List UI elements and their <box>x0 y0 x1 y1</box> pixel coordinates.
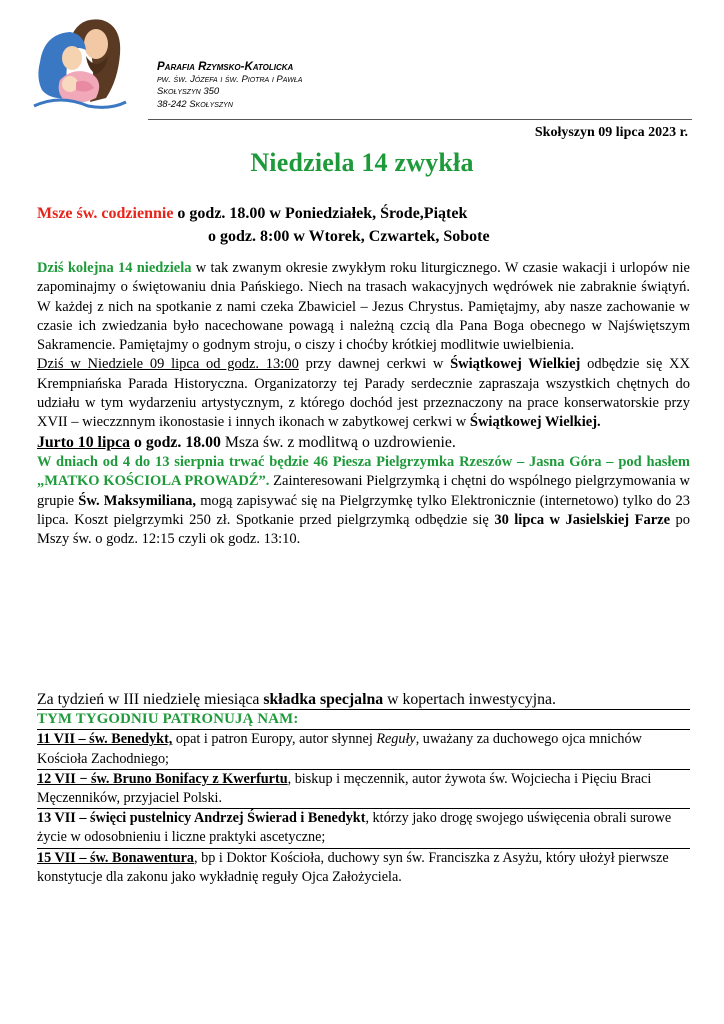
saint-name: 12 VII − św. Bruno Bonifacy z Kwerfurtu <box>37 770 288 787</box>
header-divider <box>148 119 692 120</box>
sunday-lead: Dziś kolejna 14 niedziela <box>37 260 192 276</box>
pilgrimage-text-3: po Mszy św. o godz. 12:15 czyli ok godz. 13:10. <box>37 511 690 548</box>
parade-lead: Dziś w Niedziele 09 lipca od godz. 13:00 <box>37 356 299 373</box>
collection-notice <box>37 690 690 709</box>
parish-address-line2: 38-242 Skołyszyn <box>157 98 233 110</box>
bulletin-date: Skołyszyn 09 lipca 2023 r. <box>534 125 688 140</box>
saint-name: 11 VII – św. Benedykt, <box>37 731 173 748</box>
announcement-pilgrimage <box>37 453 690 549</box>
holy-family-logo <box>30 10 136 114</box>
saint-entry <box>37 809 690 847</box>
pilgrimage-group: Św. Maksymiliana, <box>78 492 197 509</box>
saint-entry <box>37 770 690 808</box>
announcement-parade <box>37 355 690 432</box>
saint-name: 13 VII – święci pustelnicy Andrzej Świerad i Benedykt <box>37 810 366 827</box>
mass-line-2: o godz. 8:00 w Wtorek, Czwartek, Sobote <box>208 228 490 245</box>
parade-place-1: Świątkowej Wielkiej <box>450 356 581 373</box>
mass-line-1 <box>37 202 490 225</box>
saint-entry <box>37 849 690 887</box>
pilgrimage-text-2: mogą zapisywać się na Pielgrzymkę tylko Elektronicznie (internetowo) tylko do 23 lipca. Koszt pielgrzymki 250 zł. Spotkanie przed pielgrzymką odbędzie się <box>37 492 690 528</box>
parade-text-1: przy dawnej cerkwi w <box>298 356 451 373</box>
patrons-heading: TYM TYGODNIU PATRONUJĄ NAM: <box>37 711 299 728</box>
healing-lead: Jurto 10 lipca <box>37 433 131 451</box>
saint-desc: , którzy jako drogę swojego uświęcenia obrali surowe życie w odosobnieniu i liczne praktyki ascetyczne; <box>37 810 672 846</box>
mass-label: Msze św. codziennie <box>37 205 174 222</box>
healing-time: o godz. 18.00 <box>130 433 221 451</box>
parade-text-2: odbędzie się XX Krempniańska Parada Historyczna. Organizatorzy tej Parady serdecznie zapraszaja wszystkich chętnych do udziału w tym wydarzeniu artystycznym, z którego dochód jest przeznaczony na prace konserwatorskie przy XVII – wieczznnym ikonostasie i innych ikonach w zabytkowej cerkwi w <box>37 356 690 431</box>
parish-header <box>157 60 302 111</box>
saint-entry <box>37 730 690 768</box>
saint-desc-italic: Reguły <box>376 731 416 748</box>
announcements <box>37 259 690 549</box>
weekly-section <box>37 690 690 887</box>
saint-name: 15 VII – św. Bonawentura <box>37 849 195 866</box>
bulletin-title: Niedziela 14 zwykła <box>250 148 474 177</box>
saint-desc: , bp i Doktor Kościoła, duchowy syn św. Franciszka z Asyżu, który ułożył pierwsze konstytucje dla zakonu jako wykładnię reguły Ojca Założyciela. <box>37 849 669 885</box>
parish-name: Parafia Rzymsko-Katolicka <box>157 61 294 73</box>
parish-patron: pw. św. Józefa i św. Piotra i Pawła <box>157 74 303 85</box>
saint-desc: opat i patron Europy, autor słynnej <box>172 731 377 748</box>
collection-text-2: w kopertach inwestycyjna. <box>383 691 556 708</box>
pilgrimage-meeting: 30 lipca w Jasielskiej Farze <box>494 511 671 528</box>
saint-desc-2: , uważany za duchowego ojca mnichów Kościoła Zachodniego; <box>37 731 642 767</box>
parish-address-line1: Skołyszyn 350 <box>157 86 220 98</box>
mass-schedule <box>37 202 490 248</box>
sunday-text: w tak zwanym okresie zwykłym roku liturgicznego. W czasie wakacji i urlopów nie zapominajmy o świętowaniu dnia Pańskiego. Niech na trasach wakacyjnych wędrówek nie zabraknie świątyń. W każdej z nich na spotkanie z nami czeka Zbawiciel – Jezus Chrystus. Pamiętajmy, aby nasze zachowanie w czasie ich zwiedzania było nacechowane powagą i należną czcią dla Pana Boga obecnego w Najświętszym Sakramencie. Pamiętajmy o godnym stroju, o ciszy i choćby krótkiej modlitwie uwielbienia. <box>37 260 690 354</box>
parade-place-2: Świątkowej Wielkiej. <box>469 414 601 431</box>
announcement-healing-mass <box>37 433 690 453</box>
announcement-sunday <box>37 259 690 355</box>
collection-text-1: Za tydzień w III niedzielę miesiąca <box>37 691 264 708</box>
pilgrimage-lead: W dniach od 4 do 13 sierpnia trwać będzie 46 Piesza Pielgrzymka Rzeszów – Jasna Góra – pod hasłem „MATKO KOŚCIOLA PROWADŹ”. <box>37 453 690 490</box>
mass-line1-text: o godz. 18.00 w Poniedziałek, Środe,Piątek <box>173 205 468 222</box>
collection-bold: składka specjalna <box>263 691 384 708</box>
saint-desc: , biskup i męczennik, autor żywota św. Wojciecha i Pięciu Braci Męczenników, przyjaciel Polski. <box>37 770 652 807</box>
pilgrimage-text-1: Zainteresowani Pielgrzymką i chętni do wspólnego pielgrzymowania w grupie <box>37 473 690 509</box>
healing-text: Msza św. z modlitwą o uzdrowienie. <box>220 433 456 451</box>
